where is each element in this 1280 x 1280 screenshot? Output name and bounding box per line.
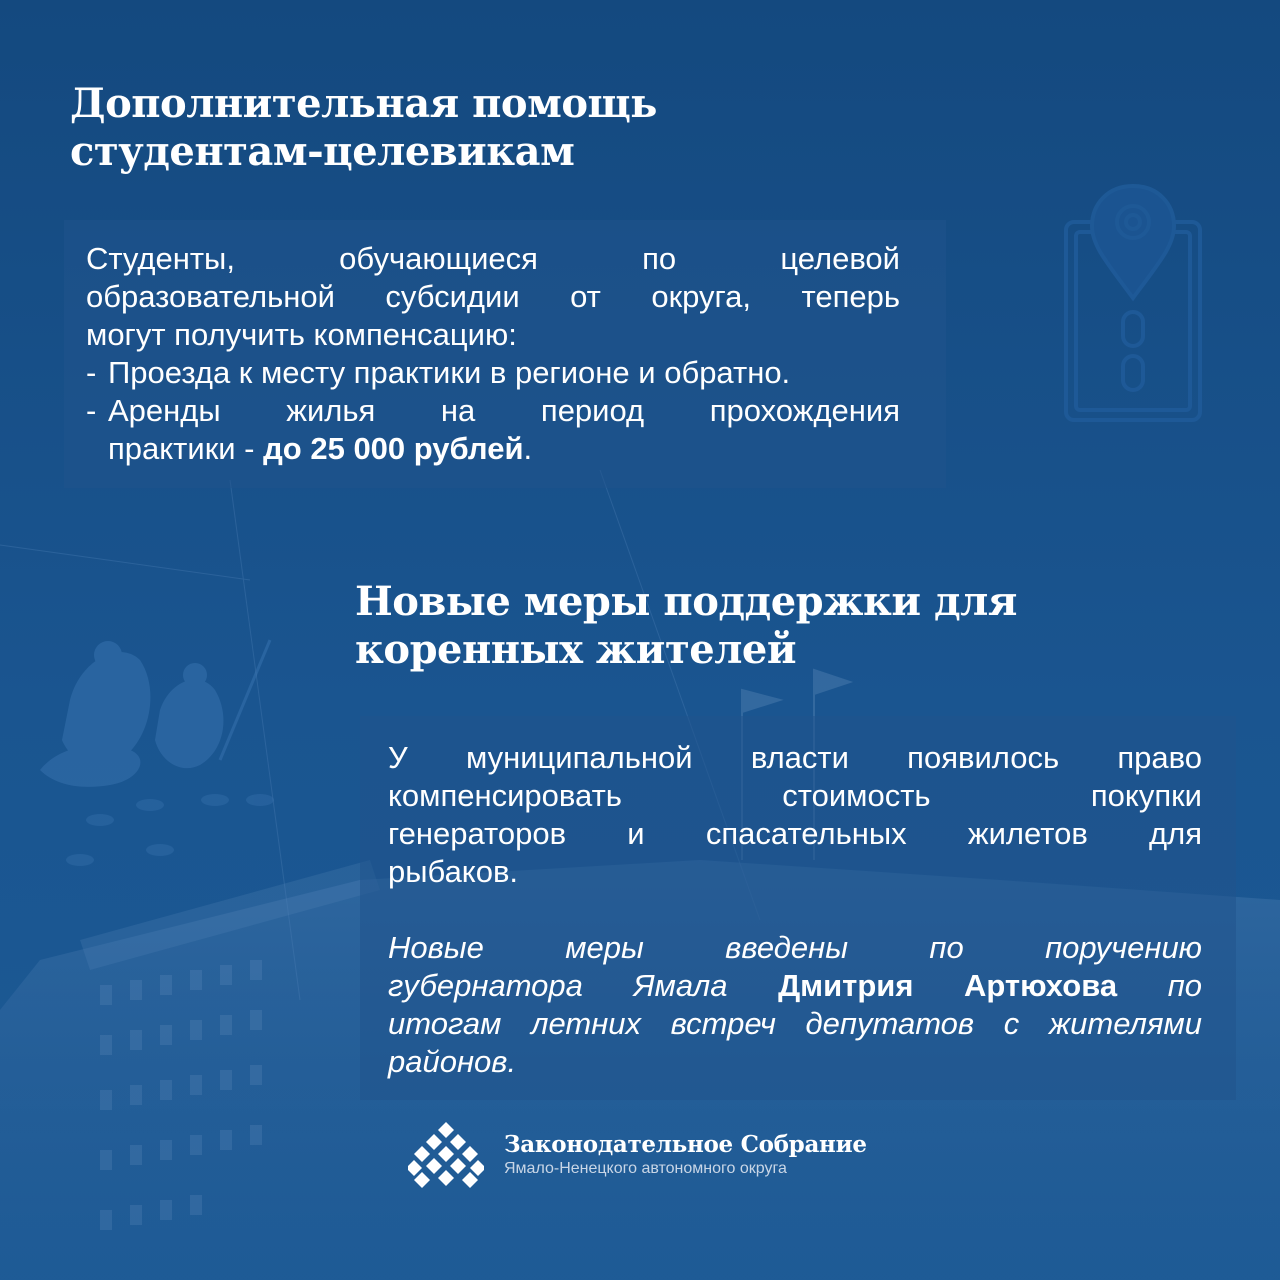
bullet-dash: - [86, 355, 97, 390]
intro-line: Студенты, обучающиеся по целевой [86, 241, 900, 276]
students-info-text [86, 240, 900, 468]
list-item-text: Проезда к месту практики в регионе и обратно. [108, 355, 791, 390]
list-item [86, 392, 900, 468]
paragraph-line: рыбаков. [388, 854, 519, 889]
title-line: студентам-целевикам [70, 128, 575, 175]
organization-subtitle: Ямало-Ненецкого автономного округа [504, 1160, 787, 1177]
organization-name: Законодательное Собрание [504, 1131, 867, 1158]
list-item-text: Аренды жилья на период прохождения [108, 393, 900, 428]
note-line: итогам летних встреч депутатов с жителями [388, 1006, 1202, 1041]
organization-footer [408, 1122, 867, 1188]
title-line: Новые меры поддержки для [355, 578, 1017, 625]
paragraph-line: компенсировать стоимость покупки [388, 778, 1202, 813]
intro-line: могут получить компенсацию: [86, 317, 517, 352]
title-line: Дополнительная помощь [70, 80, 657, 127]
location-pin-badge-icon [1062, 180, 1204, 426]
title-line: коренных жителей [355, 626, 797, 673]
governor-name: Дмитрия Артюхова [778, 968, 1118, 1003]
note-line: губернатора Ямала Дмитрия Артюхова по [388, 968, 1202, 1003]
paragraph-line: У муниципальной власти появилось право [388, 740, 1202, 775]
indigenous-info-text [388, 739, 1202, 1081]
diamond-ornament-logo [408, 1122, 484, 1188]
students-section-title [70, 80, 657, 176]
note-line: районов. [388, 1044, 517, 1079]
governor-note [388, 929, 1202, 1081]
paragraph-line: генераторов и спасательных жилетов для [388, 816, 1202, 851]
list-item-text: практики - до 25 000 рублей. [108, 431, 533, 466]
indigenous-section-title [355, 578, 1017, 674]
intro-line: образовательной субсидии от округа, теперь [86, 279, 900, 314]
list-item [86, 354, 900, 392]
bullet-dash: - [86, 393, 97, 428]
note-line: Новые меры введены по поручению [388, 930, 1202, 965]
amount-highlight: до 25 000 рублей [263, 431, 524, 466]
